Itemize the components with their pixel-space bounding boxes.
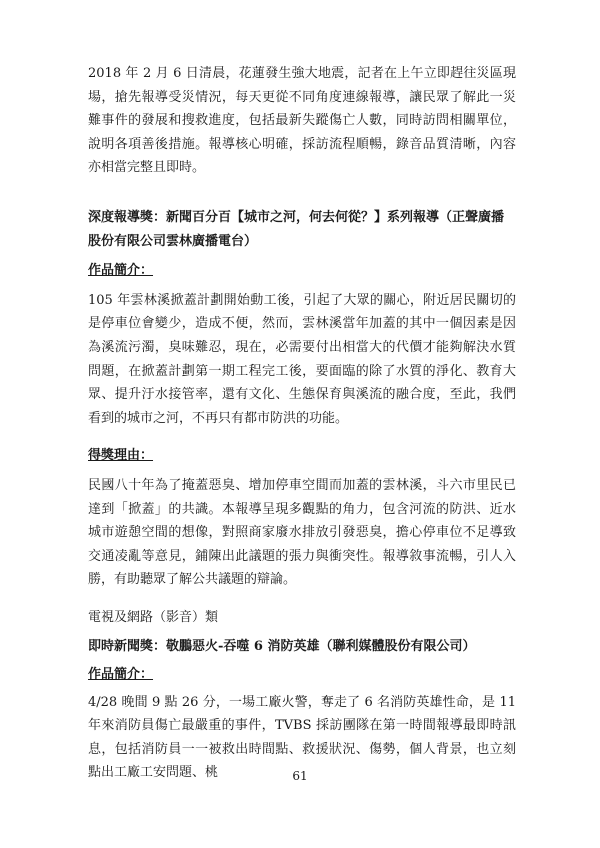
intro-text-2: 4/28 晚間 9 點 26 分，一場工廠火警，奪走了 6 名消防英雄性命，是 11 年來消防員傷亡最嚴重的事件，TVBS 採訪團隊在第一時間報導最即時訊息，包括消防員一一被救出時間點、救援狀況、傷勢，個人背景，也立刻點出工廠工安問題、桃 <box>88 694 516 781</box>
page-number: 61 <box>292 769 308 783</box>
page-body <box>88 62 516 785</box>
reason-label-1: 得獎理由： <box>88 448 154 464</box>
intro-text-1: 105 年雲林溪掀蓋計劃開始動工後，引起了大眾的關心，附近居民關切的是停車位會變少，造成不便，然而，雲林溪當年加蓋的其中一個因素是因為溪流污濁，臭味難忍，現在，必需要付出相當大的代價才能夠解決水質問題，在掀蓋計劃第一期工程完工後，要面臨的除了水質的淨化、教育大眾、提升汙水接管率，還有文化、生態保育與溪流的融合度，至此，我們看到的城市之河，不再只有都市防洪的功能。 <box>88 292 516 426</box>
intro-label-1: 作品簡介： <box>88 263 154 279</box>
award-title-depth-report: 深度報導獎：新聞百分百【城市之河，何去何從？】系列報導（正聲廣播股份有限公司雲林廣播電台） <box>88 209 505 249</box>
paragraph-earthquake-report: 2018 年 2 月 6 日清晨，花蓮發生強大地震，記者在上午立即趕往災區現場，搶先報導受災情況，每天更從不同角度連線報導，讓民眾了解此一災難事件的發展和搜救進度，包括最新失蹤傷亡人數，同時訪問相關單位，說明各項善後措施。報導核心明確，採訪流程順暢，錄音品質清晰，內容亦相當完整且即時。 <box>88 66 516 176</box>
reason-text-1: 民國八十年為了掩蓋惡臭、增加停車空間而加蓋的雲林溪，斗六市里民已達到「掀蓋」的共識。本報導呈現多觀點的角力，包含河流的防洪、近水城市遊憩空間的想像，對照商家廢水排放引發惡臭，擔心停車位不足導致交通凌亂等意見，鋪陳出此議題的張力與衝突性。報導敘事流暢，引人入勝，有助聽眾了解公共議題的辯論。 <box>88 477 516 588</box>
category-heading: 電視及網路（影音）類 <box>88 609 219 625</box>
award-title-breaking-news: 即時新聞獎：敬鵬惡火-吞噬 6 消防英雄（聯利媒體股份有限公司） <box>88 639 476 655</box>
intro-label-2: 作品簡介： <box>88 667 154 683</box>
